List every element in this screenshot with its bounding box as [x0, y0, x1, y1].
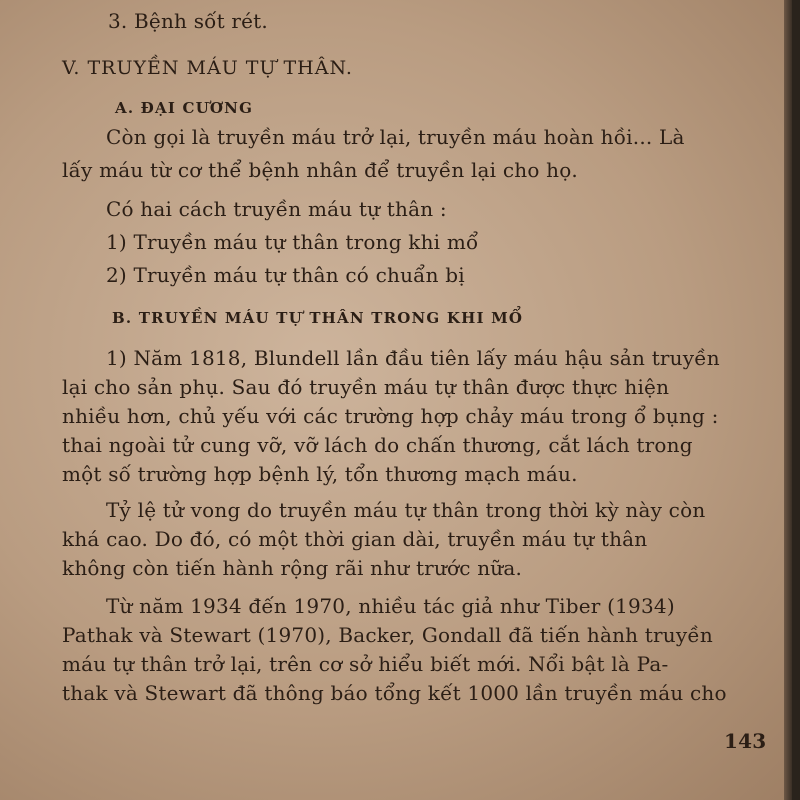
page-number: 143	[724, 729, 767, 753]
list-item-3: 3. Bệnh sốt rét.	[108, 9, 268, 33]
section-b-title: B. TRUYỀN MÁU TỰ THÂN TRONG KHI MỔ	[112, 309, 524, 327]
para-b3-line: Pathak và Stewart (1970), Backer, Gondall đã tiến hành truyền	[62, 623, 713, 647]
para-b3-line: thak và Stewart đã thông báo tổng kết 1000 lần truyền máu cho	[62, 681, 727, 705]
para-a2: Có hai cách truyền máu tự thân :	[106, 197, 447, 221]
para-b1-line: một số trường hợp bệnh lý, tổn thương mạch máu.	[62, 462, 578, 486]
list-item-1: 1) Truyền máu tự thân trong khi mổ	[106, 230, 479, 254]
para-b3-line: Từ năm 1934 đến 1970, nhiều tác giả như Tiber (1934)	[106, 594, 675, 618]
para-b2-line: khá cao. Do đó, có một thời gian dài, truyền máu tự thân	[62, 527, 648, 551]
section-a-title: A. ĐẠI CƯƠNG	[115, 99, 254, 117]
page-edge	[784, 0, 792, 800]
list-item-2: 2) Truyền máu tự thân có chuẩn bị	[106, 263, 465, 287]
para-b2-line: không còn tiến hành rộng rãi như trước nữa.	[62, 556, 523, 580]
para-b1-line: 1) Năm 1818, Blundell lần đầu tiên lấy máu hậu sản truyền	[106, 346, 720, 370]
para-a1-line-1: Còn gọi là truyền máu trở lại, truyền máu hoàn hồi... Là	[106, 125, 685, 149]
section-v-title: V. TRUYỀN MÁU TỰ THÂN.	[62, 57, 353, 79]
para-b1-line: lại cho sản phụ. Sau đó truyền máu tự thân được thực hiện	[62, 375, 670, 399]
para-b1-line: nhiều hơn, chủ yếu với các trường hợp chảy máu trong ổ bụng :	[62, 404, 719, 428]
para-b3-line: máu tự thân trở lại, trên cơ sở hiểu biết mới. Nổi bật là Pa-	[62, 652, 669, 676]
para-b2-line: Tỷ lệ tử vong do truyền máu tự thân trong thời kỳ này còn	[106, 498, 706, 522]
para-a1-line-2: lấy máu từ cơ thể bệnh nhân để truyền lại cho họ.	[62, 158, 578, 182]
para-b1-line: thai ngoài tử cung vỡ, vỡ lách do chấn thương, cắt lách trong	[62, 433, 693, 457]
